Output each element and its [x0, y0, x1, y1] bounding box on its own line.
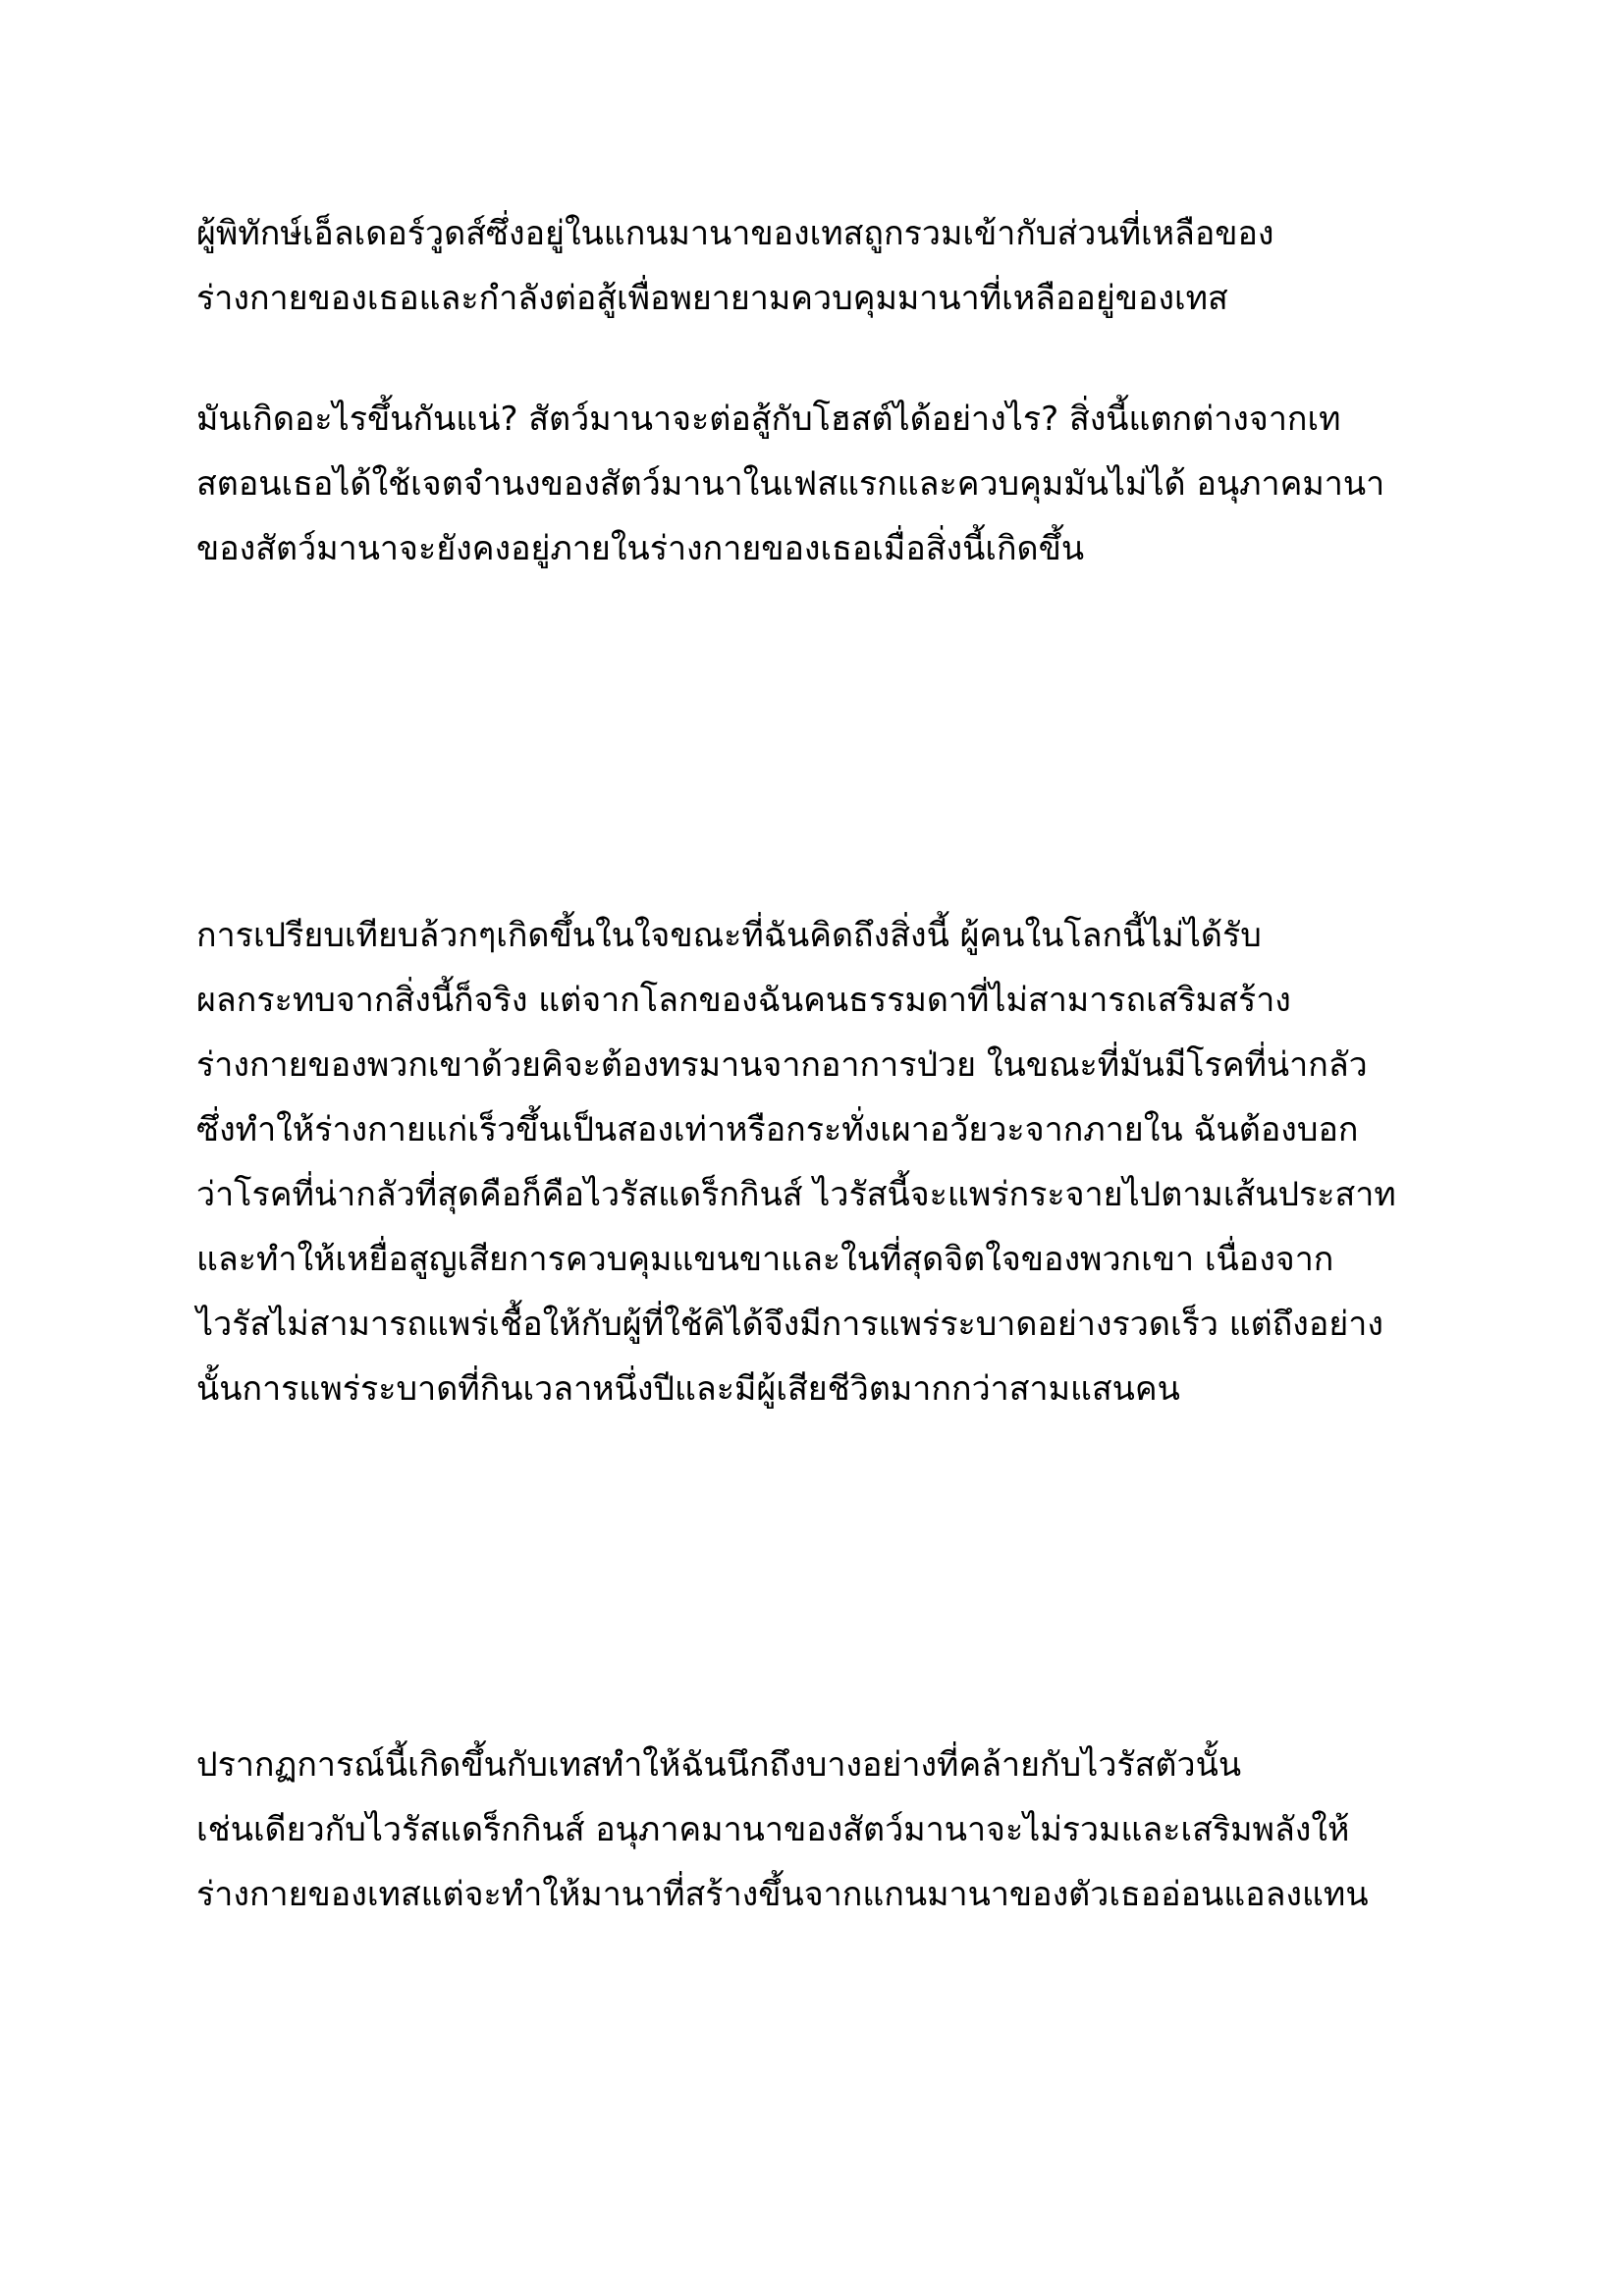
text-line: และทำให้เหยื่อสูญเสียการควบคุมแขนขาและในที่สุดจิตใจของพวกเขา เนื่องจาก [196, 1240, 1334, 1279]
text-line: ร่างกายของเธอและกำลังต่อสู้เพื่อพยายามควบคุมมานาที่เหลืออยู่ของเทส [196, 279, 1228, 318]
text-line: สตอนเธอได้ใช้เจตจำนงของสัตว์มานาในเฟสแรกและควบคุมมันไม่ได้ อนุภาคมานา [196, 464, 1385, 504]
text-line: เช่นเดียวกับไวรัสแดร็กกินส์ อนุภาคมานาของสัตว์มานาจะไม่รวมและเสริมพลังให้ [196, 1810, 1350, 1849]
text-line: มันเกิดอะไรขึ้นกันแน่? สัตว์มานาจะต่อสู้กับโฮสต์ได้อย่างไร? สิ่งนี้แตกต่างจากเท [196, 400, 1341, 439]
paragraph-3 [196, 903, 1473, 1421]
text-line: ผู้พิทักษ์เอ็ลเดอร์วูดส์ซึ่งอยู่ในแกนมานาของเทสถูกรวมเข้ากับส่วนที่เหลือของ [196, 214, 1274, 253]
paragraph-1 [196, 201, 1473, 331]
paragraph-4 [196, 1733, 1473, 1927]
text-line: นั้นการแพร่ระบาดที่กินเวลาหนึ่งปีและมีผู้เสียชีวิตมากกว่าสามแสนคน [196, 1369, 1180, 1409]
text-line: ว่าโรคที่น่ากลัวที่สุดคือก็คือไวรัสแดร็กกินส์ ไวรัสนี้จะแพร่กระจายไปตามเส้นประสาท [196, 1175, 1396, 1214]
text-line: ซึ่งทำให้ร่างกายแก่เร็วขึ้นเป็นสองเท่าหรือกระทั่งเผาอวัยวะจากภายใน ฉันต้องบอก [196, 1110, 1359, 1149]
text-line: ผลกระทบจากสิ่งนี้ก็จริง แต่จากโลกของฉันคนธรรมดาที่ไม่สามารถเสริมสร้าง [196, 981, 1291, 1020]
text-line: ร่างกายของพวกเขาด้วยคิจะต้องทรมานจากอาการป่วย ในขณะที่มันมีโรคที่น่ากลัว [196, 1045, 1368, 1085]
text-line: ไวรัสไม่สามารถแพร่เชื้อให้กับผู้ที่ใช้คิได้จึงมีการแพร่ระบาดอย่างรวดเร็ว แต่ถึงอย่าง [196, 1305, 1383, 1344]
text-line: ร่างกายของเทสแต่จะทำให้มานาที่สร้างขึ้นจากแกนมานาของตัวเธออ่อนแอลงแทน [196, 1875, 1369, 1914]
text-line: ปรากฏการณ์นี้เกิดขึ้นกับเทสทำให้ฉันนึกถึงบางอย่างที่คล้ายกับไวรัสตัวนั้น [196, 1745, 1242, 1785]
text-line: การเปรียบเทียบล้วกๆเกิดขึ้นในใจขณะที่ฉันคิดถึงสิ่งนี้ ผู้คนในโลกนี้ไม่ได้รับ [196, 916, 1262, 955]
text-line: ของสัตว์มานาจะยังคงอยู่ภายในร่างกายของเธอเมื่อสิ่งนี้เกิดขึ้น [196, 529, 1085, 568]
paragraph-2 [196, 387, 1473, 581]
